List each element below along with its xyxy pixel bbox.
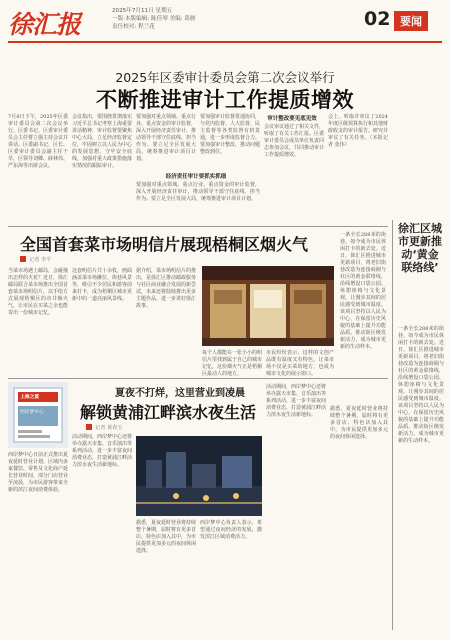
article3-col6: 据悉，夏夜延时营业将持续整个暑期，届时将有更多首店、特色店加入其中，为市民提供更加多元的夜间休闲选择。 (330, 406, 388, 440)
article2-byline (20, 256, 51, 263)
article2-col2: 这套明信片共十余枚，画面涵盖菜市场摊位、街巷风景等，吸引不少居民和游客前来打卡，成为梧桐区城市更新中的一道亮丽风景线。 (72, 268, 133, 302)
right-column-text-lead: 一条全长288米的街巷，如今成为市民休闲打卡的新去处。近日，徐汇区推进城市更新项目，将老旧街巷改造为连接商圈与社区的黄金联络线，沿线增设口袋公园、休憩座椅与文化景观，让漫步其间的居民感受到城市温度。该项目坚持以人民为中心，在保留历史风貌的基础上提升功能品质，推动街区焕发新活力，成为城市更新的生动样本。 (340, 232, 386, 350)
separator (8, 226, 388, 227)
article1-subhead2: 审计整改要见底见效 (267, 116, 317, 122)
article3-col1: 西岸梦中心日前正式推出夏夜延时营业计划，区域内多家餐饮、零售及文化商户延长营业时间，部分门店营业至凌晨，为市民游客带来全新的滨江夜间消费体验。 (8, 452, 69, 493)
article3-col5: 活动期间，西岸梦中心还将举办露天市集、音乐演出等系列活动，进一步丰富夜间消费业态，打造黄浦江畔活力滨水夜生活新地标。 (266, 384, 327, 418)
page-label: 要闻 (394, 11, 428, 31)
storefront-illustration (202, 266, 334, 346)
night-scene-illustration (136, 436, 262, 516)
article2-byline-text: 记者 李平 (29, 257, 52, 263)
newspaper-logo: 徐汇报 (8, 10, 81, 39)
article1-subhead1: 经济责任审计要抓实抓细 (165, 174, 227, 180)
night-riverside-photo (136, 436, 262, 516)
article3-col2: 活动期间，西岸梦中心还将举办露天市集、音乐演出等系列活动，进一步丰富夜间消费业态，打造黄浦江畔活力滨水夜生活新地标。 (72, 434, 133, 468)
poster-photo (8, 382, 68, 448)
article1-col3-cont: 要加强对重点领域、重点行业、重点资金的审计监督，深入开展经济责任审计，推动领导干部守住底线、担当作为。要立足全区发展大局，统筹推进审计项目计划。 (136, 182, 260, 202)
article1-col2: 会议指出，要围绕贯彻落实习近平总书记考察上海重要讲话精神，审计监督要聚焦中心大局，立足经济监督定位，牢固树立以人民为中心的发展思想，守牢安全底线，加强对重大政策措施落实情况的跟踪审计。 (72, 114, 133, 169)
masthead (8, 3, 442, 43)
article1-col3: 要加强对重点领域、重点行业、重点资金的审计监督，深入开展经济责任审计，推动领导干部守住底线、担当作为。要立足全区发展大局，统筹推进审计项目计划。 (136, 114, 197, 162)
byline-marker-2 (86, 424, 92, 430)
article2-col5: 市民纷纷表示，这样的文创产品既有温度又有特色，让菜市场不仅是买菜的地方，也成为城市文化的展示窗口。 (266, 350, 334, 377)
right-column-headline: 徐汇区城市更新推动‘黄金联络线’ (398, 222, 442, 274)
byline-marker (20, 256, 26, 262)
extra-line: 责任校对: 程兰花 (112, 24, 155, 30)
article1-kicker: 2025年区委审计委员会第二次会议举行 (115, 70, 335, 85)
right-column-text: 一条全长288米的街巷，如今成为市民休闲打卡的新去处。近日，徐汇区推进城市更新项目，将老旧街巷改造为连接商圈与社区的黄金联络线，沿线增设口袋公园、休憩座椅与文化景观，让漫步其间的居民感受到城市温度。该项目坚持以人民为中心，在保留历史风貌的基础上提升功能品质，推动街区焕发新活力，成为城市更新的生动样本。 (398, 326, 444, 444)
separator-2 (8, 378, 388, 379)
article3-byline (86, 424, 123, 431)
article2-col3: 据介绍，菜市场明信片的推出，是徐汇区推动邮政服务与社区商业融合发展的新尝试，未来还将陆续推出更多主题作品，进一步讲好徐汇故事。 (136, 268, 197, 309)
poster-subcaption: 西岸梦中心 (20, 410, 44, 415)
article2-col4: 每个人都能在一张小小的明信片里找到属于自己的城市记忆，这份烟火气正是梧桐区最动人的地方。 (202, 350, 263, 377)
article3-headline: 解锁黄浦江畔滨水夜生活 (80, 403, 257, 422)
article3-col4: 西岸梦中心负责人表示，希望通过夜间经济的发展，激发滨江区域消费活力。 (200, 520, 262, 540)
article2-headline: 全国首套菜市场明信片展现梧桐区烟火气 (20, 235, 309, 254)
article3-headline-top: 夏夜不打烊，这里营业到凌晨 (115, 388, 245, 399)
masthead-info (112, 7, 196, 31)
section-line: 一版·本版编辑: 陈佳琴 美编: 葛骏 (112, 16, 196, 22)
column-separator (392, 220, 393, 630)
article3-byline-text: 记者 黄春玉 (95, 425, 123, 431)
article1-lead: 7月8日下午，2025年区委审计委员会第二次会议举行。区委书记、区委审计委员会主任曹立强主持会议并讲话。区委副书记、区长、区委审计委员会副主任干莘，区领导刘卿、薛林伟、严东海等出席会议。 (8, 114, 69, 169)
page-number: 02 (364, 8, 391, 30)
article1-col6: 会上，听取并审议了2024年度区级预算执行和其他财政收支的审计报告。研究并审议了有关任务。（本报记者 张伟） (328, 114, 389, 148)
article1-col5: 会议审议通过了相关文件，听取了有关工作汇报。区委审计委员会成员单位负责同志参加会议，共同推动审计工作提质增效。 (264, 124, 325, 158)
poster-caption: 上海之夏 (20, 394, 40, 400)
date-line: 2025年7月11日 星期五 (112, 8, 173, 14)
storefront-photo (202, 266, 334, 346)
article1-headline: 不断推进审计工作提质增效 (96, 88, 354, 112)
masthead-rule (8, 41, 442, 43)
article1-col4: 要加强审计监督贯通协同，与党内监督、人大监督、民主监督等各类监督有机贯通，进一步形成监督合力。要加强审计整改，推动问题整改到位。 (200, 114, 261, 155)
article3-col3: 据悉，夏夜延时营业将持续整个暑期，届时将有更多首店、特色店加入其中，为市民提供更加多元的夜间休闲选择。 (136, 520, 197, 554)
article2-col1: 当菜市场遇上邮局，会碰撞出怎样的火花？近日，徐汇邮局联合菜市场推出全国首套菜市场明信片，以手绘方式展现梧桐区的市井烟火气，让市民在买菜之余也能寄出一份城市记忆。 (8, 268, 69, 316)
